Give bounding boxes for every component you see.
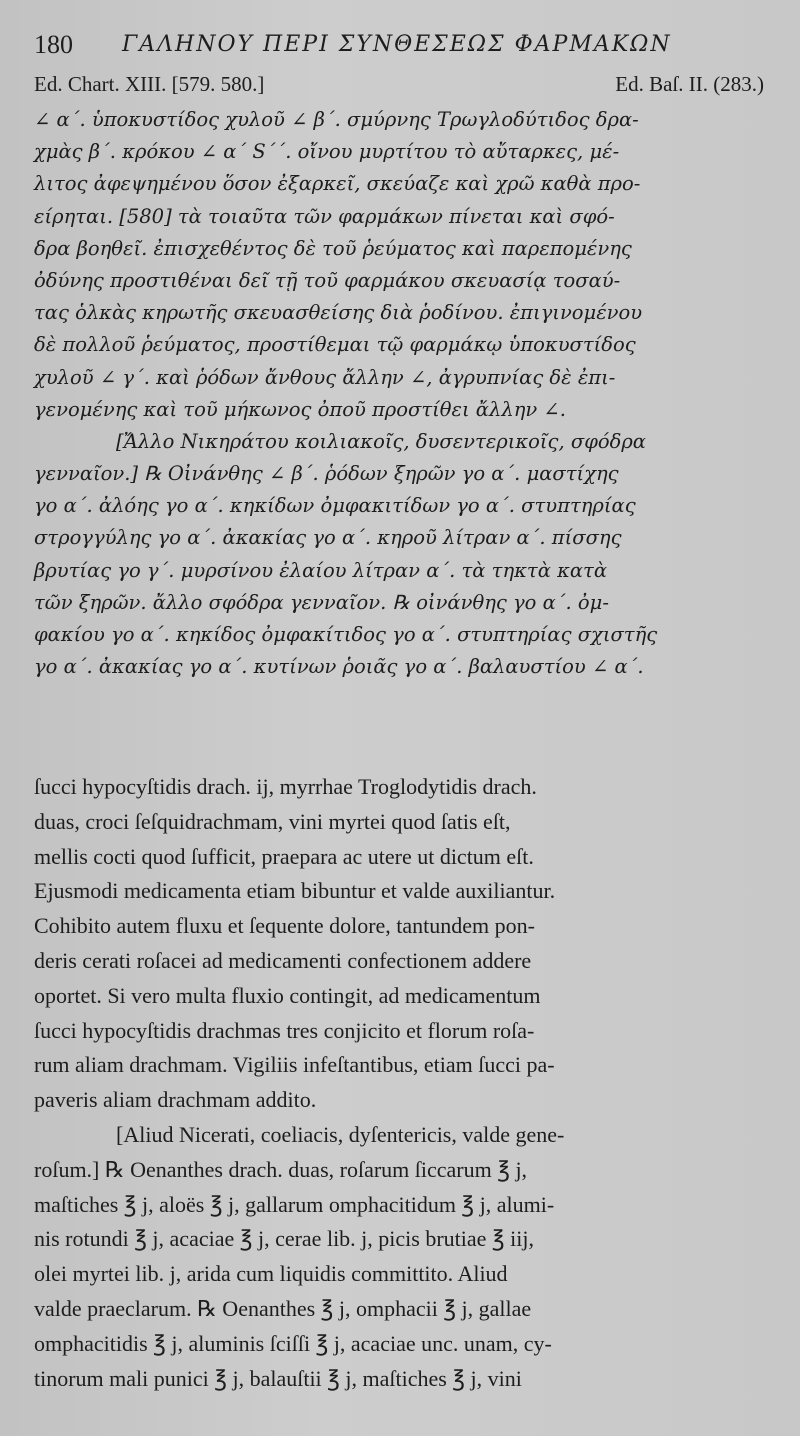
latin-line: ſucci hypocyſtidis drachmas tres conjicito et florum roſa-	[34, 1017, 535, 1043]
greek-line: γενναῖον.] ℞ Οἰνάνθης ∠ β΄. ῥόδων ξηρῶν γο α΄. μαστίχης	[34, 462, 619, 486]
greek-text-block	[34, 104, 766, 683]
latin-line: mellis cocti quod ſufficit, praepara ac utere ut dictum eſt.	[34, 843, 534, 869]
running-title: ΓΑΛΗΝΟΥ ΠΕΡΙ ΣΥΝΘΕΣΕΩΣ ΦΑΡΜΑΚΩΝ	[122, 32, 672, 57]
greek-line: στρογγύλης γο α΄. ἀκακίας γο α΄. κηροῦ λίτραν α΄. πίσσης	[34, 526, 622, 550]
greek-line: λιτος ἀφεψημένου ὅσον ἐξαρκεῖ, σκεύαζε καὶ χρῶ καθὰ προ-	[34, 172, 641, 196]
latin-line: tinorum mali punici ℥ j, balauſtii ℥ j, maſtiches ℥ j, vini	[34, 1365, 522, 1391]
latin-line: rum aliam drachmam. Vigiliis infeſtantibus, etiam ſucci pa-	[34, 1052, 555, 1078]
latin-line: deris cerati roſacei ad medicamenti confectionem addere	[34, 947, 532, 973]
greek-line: βρυτίας γο γ΄. μυρσίνου ἐλαίου λίτραν α΄. τὰ τηκτὰ κατὰ	[34, 558, 608, 582]
latin-line: [Aliud Nicerati, coeliacis, dyſentericis, valde gene-	[116, 1121, 565, 1147]
latin-line: roſum.] ℞ Oenanthes drach. duas, roſarum ſiccarum ℥ j,	[34, 1156, 528, 1182]
greek-line: χυλοῦ ∠ γ΄. καὶ ῥόδων ἄνθους ἄλλην ∠, ἀγρυπνίας δὲ ἐπι-	[34, 365, 616, 389]
greek-line: δρα βοηθεῖ. ἐπισχεθέντος δὲ τοῦ ῥεύματος καὶ παρεπομένης	[34, 236, 632, 260]
latin-line: ſucci hypocyſtidis drach. ij, myrrhae Troglodytidis drach.	[34, 774, 537, 799]
page-number: 180	[34, 30, 73, 59]
greek-line: τας ὁλκὰς κηρωτῆς σκευασθείσης διὰ ῥοδίνου. ἐπιγινομένου	[34, 301, 643, 325]
latin-line: Cohibito autem fluxu et ſequente dolore, tantundem pon-	[34, 913, 535, 939]
latin-text-block	[34, 770, 766, 1396]
greek-line: γο α΄. ἀκακίας γο α΄. κυτίνων ῥοιᾶς γο α΄. βαλαυστίου ∠ α΄.	[34, 655, 644, 679]
greek-line: [Ἄλλο Νικηράτου κοιλιακοῖς, δυσεντερικοῖς, σφόδρα	[116, 429, 646, 453]
latin-line: duas, croci ſeſquidrachmam, vini myrtei quod ſatis eſt,	[34, 808, 511, 834]
latin-line: olei myrtei lib. j, arida cum liquidis committito. Aliud	[34, 1261, 508, 1287]
greek-line: χμὰς β΄. κρόκου ∠ α΄ S΄΄. οἴνου μυρτίτου τὸ αὔταρκες, μέ-	[34, 140, 620, 164]
latin-line: maſtiches ℥ j, aloës ℥ j, gallarum omphacitidum ℥ j, alumi-	[34, 1191, 555, 1217]
greek-line: τῶν ξηρῶν. ἄλλο σφόδρα γενναῖον. ℞ οἰνάνθης γο α΄. ὀμ-	[34, 590, 609, 614]
greek-line: είρηται. [580] τὰ τοιαῦτα τῶν φαρμάκων πίνεται καὶ σφό-	[34, 204, 615, 228]
edition-chartier: Ed. Chart. XIII. [579. 580.]	[34, 72, 265, 96]
edition-references	[34, 72, 764, 102]
greek-line: δὲ πολλοῦ ῥεύματος, προστίθεμαι τῷ φαρμάκῳ ὑποκυστίδος	[34, 333, 636, 357]
greek-line: φακίου γο α΄. κηκίδος ὀμφακίτιδος γο α΄. στυπτηρίας σχιστῆς	[34, 623, 658, 646]
latin-line: valde praeclarum. ℞ Oenanthes ℥ j, omphacii ℥ j, gallae	[34, 1295, 532, 1321]
latin-line: Ejusmodi medicamenta etiam bibuntur et valde auxiliantur.	[34, 878, 556, 904]
edition-basel: Ed. Baſ. II. (283.)	[615, 72, 764, 96]
latin-line: nis rotundi ℥ j, acaciae ℥ j, cerae lib. j, picis brutiae ℥ iij,	[34, 1226, 534, 1252]
greek-line: ∠ α΄. ὑποκυστίδος χυλοῦ ∠ β΄. σμύρνης Τρωγλοδύτιδος δρα-	[34, 108, 639, 131]
latin-line: omphacitidis ℥ j, aluminis ſciſſi ℥ j, acaciae unc. unam, cy-	[34, 1330, 552, 1356]
latin-line: oportet. Si vero multa fluxio contingit, ad medicamentum	[34, 982, 541, 1008]
greek-line: γενομένης καὶ τοῦ μήκωνος ὀποῦ προστίθει ἄλλην ∠.	[34, 397, 566, 421]
latin-line: paveris aliam drachmam addito.	[34, 1087, 317, 1113]
greek-line: γο α΄. ἀλόης γο α΄. κηκίδων ὀμφακιτίδων γο α΄. στυπτηρίας	[34, 494, 636, 518]
greek-line: ὀδύνης προστιθέναι δεῖ τῇ τοῦ φαρμάκου σκευασίᾳ τοσαύ-	[34, 268, 621, 292]
page-header	[34, 26, 774, 66]
